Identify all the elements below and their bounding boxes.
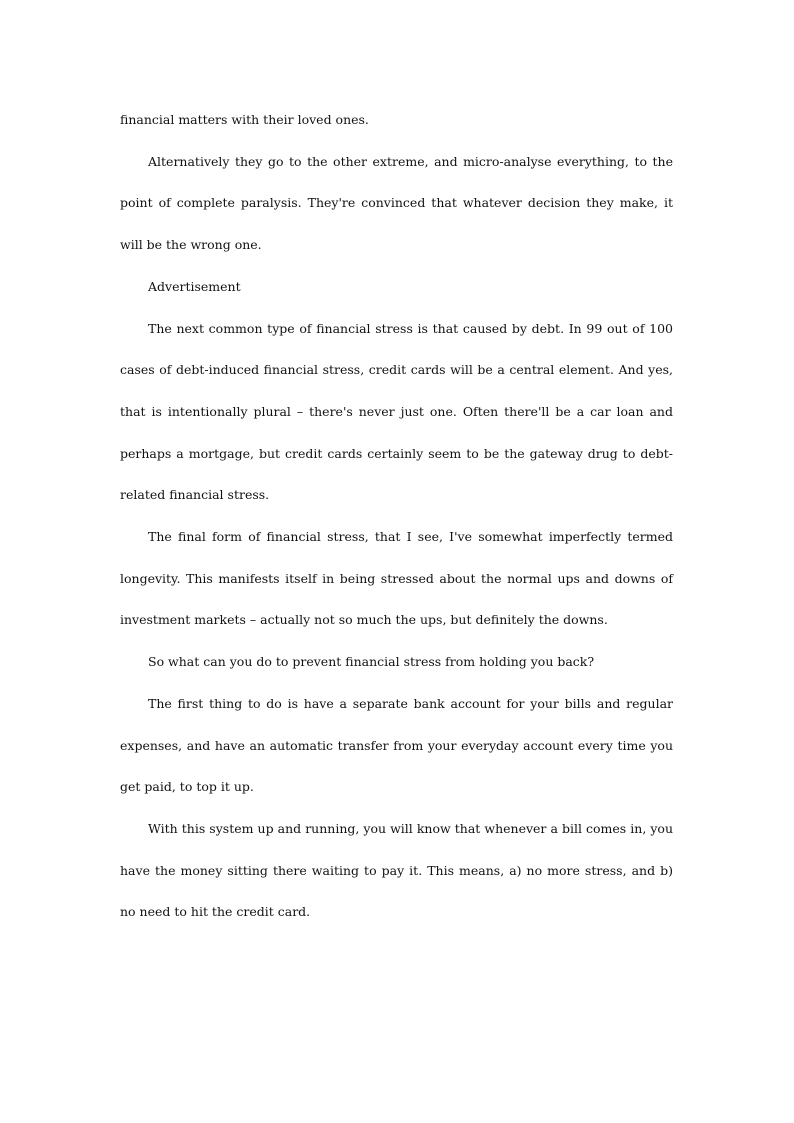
paragraph-extreme: Alternatively they go to the other extreme, and micro-analyse everything, to the point of complete paralysis. They're convinced that whatever decision they make, it will be the wrong one. bbox=[120, 153, 673, 253]
paragraph-debt: The next common type of financial stress is that caused by debt. In 99 out of 100 cases of debt-induced financial stress, credit cards will be a central element. And yes, that is intentionally plural – there's never just one. Often there'll be a car loan and perhaps a mortgage, but credit cards certainly seem to be the gateway drug to debt-related financial stress. bbox=[120, 320, 673, 503]
paragraph-question: So what can you do to prevent financial stress from holding you back? bbox=[148, 654, 595, 670]
paragraph-continuation: financial matters with their loved ones. bbox=[120, 112, 369, 127]
body-text bbox=[120, 99, 673, 933]
advertisement-label: Advertisement bbox=[148, 278, 241, 294]
paragraph-system: With this system up and running, you will know that whenever a bill comes in, you have the money sitting there waiting to pay it. This means, a) no more stress, and b) no need to hit the credit card. bbox=[120, 820, 673, 920]
paragraph-bank-account: The first thing to do is have a separate bank account for your bills and regular expenses, and have an automatic transfer from your everyday account every time you get paid, to top it up. bbox=[120, 695, 673, 795]
paragraph-longevity: The final form of financial stress, that I see, I've somewhat imperfectly termed longevity. This manifests itself in being stressed about the normal ups and downs of investment markets – actually not so much the ups, but definitely the downs. bbox=[120, 529, 673, 628]
